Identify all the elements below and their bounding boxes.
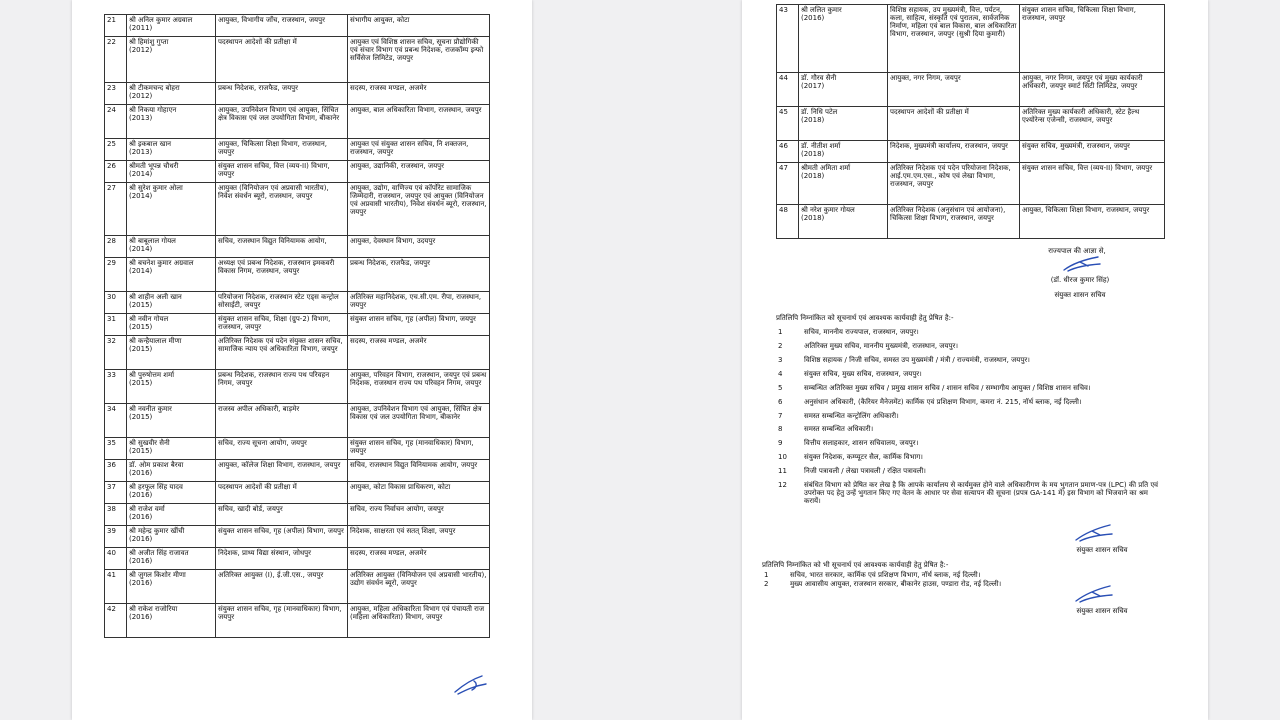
transfer-table-left — [104, 14, 490, 638]
table-row — [777, 5, 1165, 73]
current-posting: आयुक्त, उपनिवेशन विभाग एवं आयुक्त, सिंचित क्षेत्र विकास एवं जल उपयोगिता विभाग, बीकानेर — [216, 105, 348, 139]
distribution-item — [776, 453, 1176, 467]
batch-year: (2014) — [129, 192, 153, 200]
officer-cell — [799, 5, 888, 73]
officer-name: श्री बाबूलाल गोयल — [129, 237, 176, 245]
batch-year: (2015) — [129, 345, 153, 353]
distribution-item — [776, 481, 1176, 511]
current-posting: आयुक्त, नगर निगम, जयपुर — [888, 73, 1020, 107]
item-text: सम्बन्धित अतिरिक्त मुख्य सचिव / प्रमुख शासन सचिव / शासन सचिव / सम्भागीय आयुक्त / विशिष्ठ शासन सचिव। — [804, 384, 1091, 392]
officer-name: श्री राकेश राजोरिया — [129, 605, 178, 613]
current-posting: परियोजना निदेशक, राजस्थान स्टेट एड्स कन्ट्रोल सोसाईटी, जयपुर — [216, 292, 348, 314]
serial-number: 22 — [105, 37, 127, 83]
table-row — [105, 183, 490, 236]
table-row — [105, 37, 490, 83]
table-row — [105, 139, 490, 161]
batch-year: (2016) — [129, 557, 153, 565]
serial-number: 48 — [777, 205, 799, 239]
new-posting: संयुक्त शासन सचिव, गृह (मानवाधिकार) विभाग, जयपुर — [348, 438, 490, 460]
current-posting: पदस्थापन आदेशों की प्रतीक्षा में — [888, 107, 1020, 141]
current-posting: पदस्थापन आदेशों की प्रतीक्षा में — [216, 482, 348, 504]
current-posting: सचिव, राजस्थान विद्युत विनियामक आयोग, — [216, 236, 348, 258]
new-posting: आयुक्त, नगर निगम, जयपुर एवं मुख्य कार्यकारी अधिकारी, जयपुर स्मार्ट सिटी लिमिटेड, जयपुर — [1020, 73, 1165, 107]
officer-name: श्री जुगल किशोर मीणा — [129, 571, 186, 579]
officer-name: डॉ. गौरव सैनी — [801, 74, 837, 82]
batch-year: (2016) — [801, 14, 825, 22]
transfer-table-right — [776, 4, 1165, 239]
officer-name: श्री टीकमचन्द बोहरा — [129, 84, 180, 92]
item-text: निजी पत्रावली / लेखा पत्रावली / रक्षित पत्रावली। — [804, 467, 926, 475]
table-row — [105, 438, 490, 460]
distribution-item — [776, 412, 1176, 425]
serial-number: 32 — [105, 336, 127, 370]
officer-cell — [127, 258, 216, 292]
table-row — [105, 236, 490, 258]
current-posting: सचिव, खादी बोर्ड, जयपुर — [216, 504, 348, 526]
officer-cell — [127, 292, 216, 314]
current-posting: अतिरिक्त निदेशक (अनुसंधान एवं आयोजना), चिकित्सा शिक्षा विभाग, राजस्थान, जयपुर — [888, 205, 1020, 239]
item-number: 6 — [778, 398, 783, 406]
item-number: 5 — [778, 384, 783, 392]
table-row — [105, 336, 490, 370]
batch-year: (2016) — [129, 579, 153, 587]
batch-year: (2015) — [129, 379, 153, 387]
new-posting: संभागीय आयुक्त, कोटा — [348, 15, 490, 37]
officer-name: श्री अनिल कुमार अग्रवाल — [129, 16, 193, 24]
batch-year: (2015) — [129, 301, 153, 309]
table-row — [105, 292, 490, 314]
table-row — [105, 570, 490, 604]
serial-number: 45 — [777, 107, 799, 141]
officer-name: श्री निकया गोहाएन — [129, 106, 177, 114]
new-posting: निदेशक, साक्षरता एवं सतत् शिक्षा, जयपुर — [348, 526, 490, 548]
batch-year: (2013) — [129, 114, 153, 122]
item-number: 9 — [778, 439, 783, 447]
distribution-item — [776, 356, 1176, 370]
serial-number: 35 — [105, 438, 127, 460]
new-posting: आयुक्त, उद्यानिकी, राजस्थान, जयपुर — [348, 161, 490, 183]
item-text: सचिव, माननीय राज्यपाल, राजस्थान, जयपुर। — [804, 328, 919, 336]
current-posting: संयुक्त शासन सचिव, शिक्षा (ग्रुप-2) विभाग, राजस्थान, जयपुर — [216, 314, 348, 336]
signatory-name: (डॉ. धीरज कुमार सिंह) — [1050, 276, 1110, 284]
batch-year: (2018) — [801, 172, 825, 180]
current-posting: अध्यक्ष एवं प्रबन्ध निदेशक, राजस्थान इमकवरी विकास निगम, राजस्थान, जयपुर — [216, 258, 348, 292]
current-posting: विशिष्ठ सहायक, उप मुख्यमंत्री, वित्त, पर्यटन, कला, साहित्य, संस्कृति एवं पुरातत्व, सार्वजनिक निर्माण, महिला एवं बाल विकास, बाल अधिकारिता विभाग, राजस्थान, जयपुर (सुश्री दिया कुमारी) — [888, 5, 1020, 73]
table-row — [105, 526, 490, 548]
officer-cell — [127, 526, 216, 548]
officer-name: श्री पुरुषोत्तम शर्मा — [129, 371, 175, 379]
current-posting: आयुक्त, कॉलेज शिक्षा विभाग, राजस्थान, जयपुर — [216, 460, 348, 482]
serial-number: 38 — [105, 504, 127, 526]
officer-cell — [127, 139, 216, 161]
batch-year: (2012) — [129, 92, 153, 100]
document-page-left — [72, 0, 532, 720]
officer-name: डॉ. ओम प्रकाश बैरवा — [129, 461, 184, 469]
item-text: संयुक्त सचिव, मुख्य सचिव, राजस्थान, जयपुर। — [804, 370, 922, 378]
new-posting: आयुक्त, चिकित्सा शिक्षा विभाग, राजस्थान, जयपुर — [1020, 205, 1165, 239]
batch-year: (2018) — [801, 116, 825, 124]
officer-name: श्री सुरेश कुमार ओला — [129, 184, 183, 192]
officer-name: श्रीमती अमिता शर्मा — [801, 164, 851, 172]
officer-cell — [127, 504, 216, 526]
batch-year: (2018) — [801, 214, 825, 222]
new-posting: अतिरिक्त आयुक्त (विनियोजन एवं अप्रवासी भारतीय), उद्योग संवर्धन ब्यूरो, जयपुर — [348, 570, 490, 604]
distribution-item — [762, 571, 1162, 580]
new-posting: संयुक्त शासन सचिव, चिकित्सा शिक्षा विभाग, राजस्थान, जयपुर — [1020, 5, 1165, 73]
officer-name: श्री महेन्द्र कुमार खींची — [129, 527, 185, 535]
serial-number: 44 — [777, 73, 799, 107]
current-posting: निदेशक, प्राथ्य विद्या संस्थान, जोधपुर — [216, 548, 348, 570]
batch-year: (2016) — [129, 613, 153, 621]
batch-year: (2014) — [129, 267, 153, 275]
item-text: मुख्य आवासीय आयुक्त, राजस्थान सरकार, बीकानेर हाउस, पण्डारा रोड, नई दिल्ली। — [790, 580, 1002, 588]
item-number: 2 — [764, 580, 769, 588]
serial-number: 42 — [105, 604, 127, 638]
current-posting: सचिव, राज्य सूचना आयोग, जयपुर — [216, 438, 348, 460]
officer-cell — [127, 548, 216, 570]
officer-cell — [127, 161, 216, 183]
batch-year: (2015) — [129, 447, 153, 455]
current-posting: अतिरिक्त आयुक्त (I), ई.जी.एस., जयपुर — [216, 570, 348, 604]
table-row — [777, 107, 1165, 141]
officer-name: श्री नरेश कुमार गोयल — [801, 206, 855, 214]
table-row — [105, 548, 490, 570]
officer-name: श्री कन्हैयालाल मीणा — [129, 337, 182, 345]
item-text: अनुसंधान अधिकारी, (कैरियर मैनेजमेंट) कार्मिक एवं प्रशिक्षण विभाग, कमरा नं. 215, नॉर्थ ब्लाक, नई दिल्ली। — [804, 398, 1082, 406]
serial-number: 41 — [105, 570, 127, 604]
officer-cell — [127, 37, 216, 83]
officer-cell — [127, 314, 216, 336]
serial-number: 25 — [105, 139, 127, 161]
batch-year: (2015) — [129, 413, 153, 421]
distribution-intro: प्रतिलिपि निम्नांकित को सूचनार्थ एवं आवश्यक कार्यवाही हेतु प्रेषित है:- — [776, 314, 954, 322]
serial-number: 39 — [105, 526, 127, 548]
serial-number: 36 — [105, 460, 127, 482]
officer-cell — [799, 205, 888, 239]
batch-year: (2018) — [801, 150, 825, 158]
officer-name: श्री अजीत सिंह राजावत — [129, 549, 189, 557]
batch-year: (2016) — [129, 535, 153, 543]
item-number: 8 — [778, 425, 783, 433]
officer-cell — [127, 482, 216, 504]
item-text: संयुक्त निदेशक, कम्प्यूटर सैल, कार्मिक विभाग। — [804, 453, 923, 461]
serial-number: 33 — [105, 370, 127, 404]
new-posting: आयुक्त, बाल अधिकारिता विभाग, राजस्थान, जयपुर — [348, 105, 490, 139]
table-row — [777, 163, 1165, 205]
serial-number: 40 — [105, 548, 127, 570]
transfer-table-body — [105, 15, 490, 638]
item-text: समस्त सम्बन्धित अधिकारी। — [804, 425, 874, 433]
officer-name: श्री ललित कुमार — [801, 6, 842, 14]
current-posting: संयुक्त शासन सचिव, गृह (अपील) विभाग, जयपुर — [216, 526, 348, 548]
new-posting: संयुक्त शासन सचिव, वित्त (व्यय-II) विभाग, जयपुर — [1020, 163, 1165, 205]
item-number: 10 — [778, 453, 787, 461]
signature-icon — [1072, 522, 1116, 544]
distribution-item — [776, 398, 1176, 412]
order-line: राज्यपाल की आज्ञा से, — [1048, 247, 1106, 255]
new-posting: आयुक्त एवं संयुक्त शासन सचिव, नि शक्तजन, राजस्थान, जयपुर — [348, 139, 490, 161]
officer-cell — [799, 73, 888, 107]
new-posting: सचिव, राज्य निर्वाचन आयोग, जयपुर — [348, 504, 490, 526]
new-posting: सचिव, राजस्थान विद्युत विनियामक आयोग, जयपुर — [348, 460, 490, 482]
table-row — [105, 482, 490, 504]
officer-name: डॉ. नीतीश शर्मा — [801, 142, 841, 150]
current-posting: राजस्व अपील अधिकारी, बाड़मेर — [216, 404, 348, 438]
officer-name: श्री इकबाल खान — [129, 140, 172, 148]
officer-cell — [799, 107, 888, 141]
new-posting: आयुक्त एवं विशिष्ठ शासन सचिव, सूचना प्रौद्योगिकी एवं संचार विभाग एवं प्रबन्ध निदेशक, राजकॉम्प इन्फो सर्विसेज लिमिटेड, जयपुर — [348, 37, 490, 83]
serial-number: 21 — [105, 15, 127, 37]
batch-year: (2013) — [129, 148, 153, 156]
officer-cell — [127, 183, 216, 236]
new-posting: आयुक्त, परिवहन विभाग, राजस्थान, जयपुर एवं प्रबन्ध निदेशक, राजस्थान राज्य पथ परिवहन निगम, जयपुर — [348, 370, 490, 404]
item-text: विशिष्ठ सहायक / निजी सचिव, समस्त उप मुख्यमंत्री / मंत्री / राज्यमंत्री, राजस्थान, जयपुर। — [804, 356, 1030, 364]
table-row — [105, 504, 490, 526]
serial-number: 30 — [105, 292, 127, 314]
officer-name: श्री नवनीत कुमार — [129, 405, 172, 413]
item-number: 1 — [778, 328, 783, 336]
item-number: 3 — [778, 356, 783, 364]
officer-cell — [127, 15, 216, 37]
officer-cell — [799, 141, 888, 163]
batch-year: (2016) — [129, 469, 153, 477]
officer-cell — [799, 163, 888, 205]
document-page-right — [742, 0, 1208, 720]
officer-cell — [127, 438, 216, 460]
new-posting: प्रबन्ध निदेशक, राजफैड, जयपुर — [348, 258, 490, 292]
officer-cell — [127, 370, 216, 404]
officer-cell — [127, 236, 216, 258]
current-posting: संयुक्त शासन सचिव, गृह (मानवाधिकार) विभाग, जयपुर — [216, 604, 348, 638]
officer-name: श्री सुखवीर सैनी — [129, 439, 170, 447]
sig-title-1: संयुक्त शासन सचिव — [1076, 546, 1128, 554]
current-posting: प्रबन्ध निदेशक, राजफैड, जयपुर — [216, 83, 348, 105]
serial-number: 28 — [105, 236, 127, 258]
serial-number: 31 — [105, 314, 127, 336]
distribution-item — [776, 425, 1176, 439]
batch-year: (2014) — [129, 245, 153, 253]
item-text: सचिव, भारत सरकार, कार्मिक एवं प्रशिक्षण विभाग, नॉर्थ ब्लाक, नई दिल्ली। — [790, 571, 981, 579]
distribution-item — [776, 370, 1176, 384]
table-row — [105, 404, 490, 438]
item-text: वित्तीय सलाहकार, शासन सचिवालय, जयपुर। — [804, 439, 919, 447]
new-posting: आयुक्त, देवस्थान विभाग, उदयपुर — [348, 236, 490, 258]
item-number: 1 — [764, 571, 769, 579]
officer-name: श्रीमती भूपन्न चौधरी — [129, 162, 179, 170]
sig-title-2: संयुक्त शासन सचिव — [1076, 607, 1128, 615]
current-posting: आयुक्त (विनियोजन एवं अप्रवासी भारतीय), निवेश संवर्धन ब्यूरो, राजस्थान, जयपुर — [216, 183, 348, 236]
officer-cell — [127, 83, 216, 105]
signature-icon — [1060, 254, 1104, 274]
batch-year: (2016) — [129, 513, 153, 521]
new-posting: आयुक्त, कोटा विकास प्राधिकरण, कोटा — [348, 482, 490, 504]
table-row — [105, 161, 490, 183]
item-text: समस्त सम्बन्धित कन्ट्रोलिंग अधिकारी। — [804, 412, 899, 420]
batch-year: (2012) — [129, 46, 153, 54]
distribution-item — [776, 439, 1176, 453]
item-number: 7 — [778, 412, 783, 420]
officer-cell — [127, 460, 216, 482]
transfer-table-body — [777, 5, 1165, 239]
current-posting: अतिरिक्त निदेशक एवं पदेन संयुक्त शासन सचिव, सामाजिक न्याय एवं अधिकारिता विभाग, जयपुर — [216, 336, 348, 370]
serial-number: 23 — [105, 83, 127, 105]
signatory-title: संयुक्त शासन सचिव — [1054, 291, 1106, 299]
table-row — [777, 141, 1165, 163]
new-posting: सदस्य, राजस्व मण्डल, अजमेर — [348, 548, 490, 570]
table-row — [105, 314, 490, 336]
table-row — [777, 73, 1165, 107]
serial-number: 37 — [105, 482, 127, 504]
table-row — [105, 258, 490, 292]
serial-number: 26 — [105, 161, 127, 183]
new-posting: आयुक्त, उद्योग, वाणिज्य एवं कॉर्पोरेट सामाजिक जिम्मेदारी, राजस्थान, जयपुर एवं आयुक्त (विनियोजन एवं अप्रवासी भारतीय), निवेश संवर्धन ब्यूरो, राजस्थान, जयपुर — [348, 183, 490, 236]
officer-name: श्री राजेश वर्मा — [129, 505, 165, 513]
item-number: 12 — [778, 481, 787, 489]
batch-year: (2014) — [129, 170, 153, 178]
item-text: संबंधित विभाग को प्रेषित कर लेख है कि आपके कार्यालय से कार्यमुक्त होने वाले अधिकारीगण के मय भुगतान प्रमाण-पत्र (LPC) की प्रति एवं उपरोक्त पद हेतु उन्हें भुगतान किए गए वेतन के आधार पर सेवा सत्यापन की सूचना (प्रपत्र GA-141 में) इस विभाग को भिजवाने का श्रम करायें। — [804, 481, 1159, 505]
officer-name: डॉ. निधि पटेल — [801, 108, 838, 116]
distribution2-intro: प्रतिलिपि निम्नांकित को भी सूचनार्थ एवं आवश्यक कार्यवाही हेतु प्रेषित है:- — [762, 561, 949, 569]
batch-year: (2011) — [129, 24, 153, 32]
new-posting: अतिरिक्त महानिदेशक, एच.सी.एम. रीपा, राजस्थान, जयपुर — [348, 292, 490, 314]
signature-icon — [1072, 583, 1116, 605]
officer-cell — [127, 105, 216, 139]
current-posting: अतिरिक्त निदेशक एवं पदेन परियोजना निदेशक, आई.एम.एम.एस., कोष एवं लेखा विभाग, राजस्थान, जयपुर — [888, 163, 1020, 205]
table-row — [105, 370, 490, 404]
officer-cell — [127, 570, 216, 604]
table-row — [105, 604, 490, 638]
table-row — [777, 205, 1165, 239]
batch-year: (2016) — [129, 491, 153, 499]
serial-number: 24 — [105, 105, 127, 139]
item-text: अतिरिक्त मुख्य सचिव, माननीय मुख्यमंत्री, राजस्थान, जयपुर। — [804, 342, 959, 350]
current-posting: आयुक्त, विभागीय जाँच, राजस्थान, जयपुर — [216, 15, 348, 37]
distribution-item — [776, 384, 1176, 398]
current-posting: संयुक्त शासन सचिव, वित्त (व्यय-II) विभाग, जयपुर — [216, 161, 348, 183]
item-number: 4 — [778, 370, 783, 378]
officer-name: श्री हरफूल सिंह यादव — [129, 483, 183, 491]
distribution-item — [776, 328, 1176, 342]
officer-name: श्री बचनेश कुमार अग्रवाल — [129, 259, 194, 267]
serial-number: 29 — [105, 258, 127, 292]
current-posting: आयुक्त, चिकित्सा शिक्षा विभाग, राजस्थान, जयपुर — [216, 139, 348, 161]
new-posting: सदस्य, राजस्व मण्डल, अजमेर — [348, 83, 490, 105]
new-posting: आयुक्त, उपनिवेशन विभाग एवं आयुक्त, सिंचित क्षेत्र विकास एवं जल उपयोगिता विभाग, बीकानेर — [348, 404, 490, 438]
distribution-list — [776, 328, 1176, 511]
serial-number: 27 — [105, 183, 127, 236]
item-number: 2 — [778, 342, 783, 350]
officer-name: श्री हिमांशु गुप्ता — [129, 38, 169, 46]
serial-number: 47 — [777, 163, 799, 205]
officer-cell — [127, 336, 216, 370]
new-posting: आयुक्त, महिला अधिकारिता विभाग एवं पंचायती राज (महिला अधिकारिता) विभाग, जयपुर — [348, 604, 490, 638]
table-row — [105, 460, 490, 482]
item-number: 11 — [778, 467, 787, 475]
officer-cell — [127, 404, 216, 438]
table-row — [105, 15, 490, 37]
table-row — [105, 105, 490, 139]
officer-name: श्री शाहीन अली खान — [129, 293, 182, 301]
current-posting: पदस्थापन आदेशों की प्रतीक्षा में — [216, 37, 348, 83]
new-posting: संयुक्त सचिव, मुख्यमंत्री, राजस्थान, जयपुर — [1020, 141, 1165, 163]
serial-number: 34 — [105, 404, 127, 438]
serial-number: 43 — [777, 5, 799, 73]
new-posting: संयुक्त शासन सचिव, गृह (अपील) विभाग, जयपुर — [348, 314, 490, 336]
distribution-item — [776, 467, 1176, 481]
new-posting: सदस्य, राजस्व मण्डल, अजमेर — [348, 336, 490, 370]
batch-year: (2017) — [801, 82, 825, 90]
batch-year: (2015) — [129, 323, 153, 331]
distribution-item — [776, 342, 1176, 356]
new-posting: अतिरिक्त मुख्य कार्यकारी अधिकारी, स्टेट हैल्थ एश्योरेन्स एजेन्सी, राजस्थान, जयपुर — [1020, 107, 1165, 141]
officer-name: श्री नवीन गोयल — [129, 315, 169, 323]
current-posting: प्रबन्ध निदेशक, राजस्थान राज्य पथ परिवहन निगम, जयपुर — [216, 370, 348, 404]
table-row — [105, 83, 490, 105]
current-posting: निदेशक, मुख्यमंत्री कार्यालय, राजस्थान, जयपुर — [888, 141, 1020, 163]
signature-initials-icon — [452, 672, 492, 698]
officer-cell — [127, 604, 216, 638]
serial-number: 46 — [777, 141, 799, 163]
